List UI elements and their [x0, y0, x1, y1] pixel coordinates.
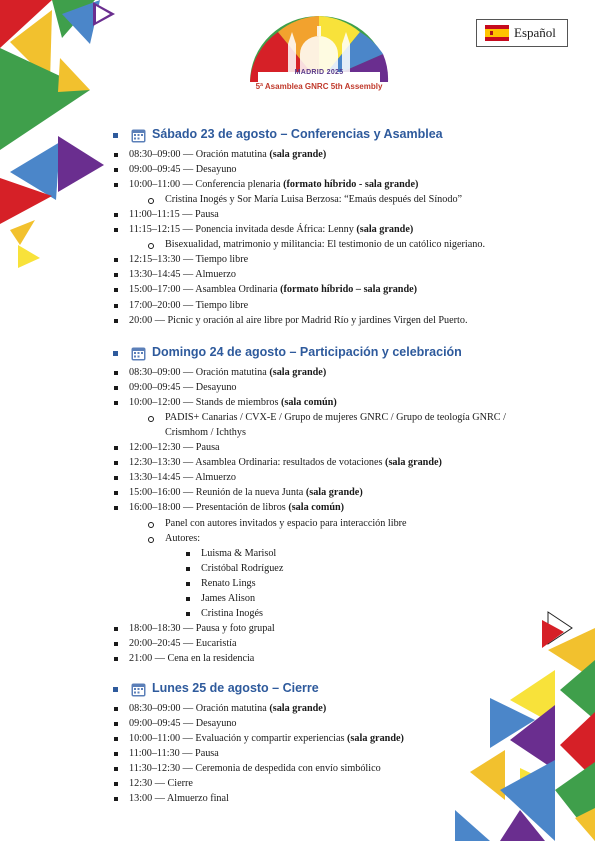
list-item [165, 193, 462, 207]
list-item [129, 501, 344, 515]
list-bullet [114, 722, 118, 726]
list-item [129, 223, 413, 237]
room-label: (sala grande) [269, 702, 327, 714]
list-item-continuation [165, 426, 246, 440]
calendar-icon [131, 346, 146, 361]
room-label: (sala grande) [305, 487, 363, 499]
logo-title: MADRID 2025 [294, 69, 344, 76]
item-text: 11:00–11:15 — Pausa [129, 208, 219, 220]
day-title: Sábado 23 de agosto – Conferencias y Asamblea [152, 127, 443, 141]
room-label: (sala común) [280, 396, 337, 408]
list-bullet [186, 582, 190, 586]
list-item [165, 411, 506, 425]
list-item [129, 637, 237, 651]
list-bullet [114, 737, 118, 741]
list-item [129, 747, 219, 761]
item-text: Panel con autores invitados y espacio para interacción libre [165, 517, 407, 529]
item-text: 11:15–12:15 — Ponencia invitada desde África: Lenny [129, 224, 357, 235]
list-bullet [114, 258, 118, 262]
list-bullet [114, 153, 118, 157]
list-bullet [114, 797, 118, 801]
logo-subtitle: 5ª Asamblea GNRC 5th Assembly [255, 82, 383, 91]
list-bullet [114, 213, 118, 217]
item-text: 15:00–17:00 — Asamblea Ordinaria [129, 284, 281, 296]
room-label: (sala grande) [269, 366, 327, 378]
list-item [201, 577, 256, 591]
list-bullet [114, 183, 118, 187]
list-bullet [114, 168, 118, 172]
list-bullet [114, 273, 118, 277]
calendar-icon [131, 128, 146, 143]
spain-flag-icon [485, 25, 509, 41]
day-section [0, 681, 595, 805]
list-bullet [114, 446, 118, 450]
list-bullet [114, 401, 118, 405]
list-item [129, 441, 220, 455]
list-bullet [114, 288, 118, 292]
list-item [129, 148, 326, 162]
list-bullet [114, 371, 118, 375]
list-item [129, 456, 442, 470]
section-bullet [113, 351, 118, 356]
list-item [129, 381, 237, 395]
room-label: (sala grande) [347, 732, 404, 744]
list-bullet [114, 752, 118, 756]
list-bullet [186, 567, 190, 571]
language-label: Español [514, 25, 556, 40]
item-text: 10:00–12:00 — Stands de miembros [129, 396, 281, 408]
item-text: 16:00–18:00 — Presentación de libros [129, 502, 289, 514]
list-item [165, 238, 485, 252]
day-section [0, 127, 595, 326]
item-text: Autores: [165, 532, 201, 544]
item-text: 08:30–09:00 — Oración matutina [129, 148, 270, 160]
room-label: (sala grande) [269, 148, 327, 160]
day-title: Lunes 25 de agosto – Cierre [152, 681, 319, 695]
list-item [201, 607, 263, 621]
list-item [129, 253, 248, 267]
item-text: Cristóbal Rodríguez [201, 562, 284, 574]
room-label: (sala común) [288, 502, 345, 514]
list-item [129, 283, 417, 297]
list-bullet [114, 228, 118, 232]
list-bullet [114, 707, 118, 711]
list-bullet [114, 476, 118, 480]
list-bullet [148, 243, 154, 249]
room-label: (formato híbrido – sala grande) [280, 284, 418, 296]
list-bullet [114, 767, 118, 771]
day-header [0, 681, 595, 701]
list-item [129, 299, 248, 313]
language-selector-button[interactable] [476, 19, 568, 47]
list-item [129, 702, 326, 716]
item-text: 12:00–12:30 — Pausa [129, 442, 220, 453]
list-item [129, 471, 236, 485]
day-header [0, 345, 595, 365]
item-text: 12:15–13:30 — Tiempo libre [129, 254, 249, 266]
list-item [129, 762, 381, 776]
list-item [129, 792, 229, 806]
item-text: 10:00–11:00 — Conferencia plenaria [129, 178, 284, 190]
list-bullet [186, 597, 190, 601]
item-text: 18:00–18:30 — Pausa y foto grupal [129, 623, 275, 635]
list-bullet [148, 537, 154, 543]
list-item [129, 314, 468, 328]
list-bullet [186, 552, 190, 556]
list-bullet [114, 506, 118, 510]
item-text: 09:00–09:45 — Desayuno [129, 381, 237, 393]
list-item [129, 396, 337, 410]
list-item [129, 717, 237, 731]
list-item [201, 562, 283, 576]
section-bullet [113, 687, 118, 692]
day-section [0, 345, 595, 665]
room-label: (formato híbrido - sala grande) [283, 178, 419, 190]
item-text: 08:30–09:00 — Oración matutina [129, 366, 270, 378]
calendar-icon [131, 682, 146, 697]
item-text: 13:30–14:45 — Almuerzo [129, 472, 236, 484]
list-bullet [114, 782, 118, 786]
item-text: James Alison [201, 593, 256, 604]
item-text: 20:00–20:45 — Eucaristía [129, 638, 237, 650]
list-bullet [114, 386, 118, 390]
list-bullet [114, 461, 118, 465]
item-text: Crismhom / Ichthys [165, 426, 246, 438]
item-text: 12:30 — Cierre [129, 778, 193, 789]
list-item [129, 366, 326, 380]
item-text: 13:00 — Almuerzo final [129, 793, 229, 805]
item-text: 10:00–11:00 — Evaluación y compartir experiencias [129, 732, 348, 744]
item-text: 20:00 — Picnic y oración al aire libre por Madrid Río y jardines Virgen del Puerto. [129, 314, 468, 326]
list-item [201, 592, 255, 606]
item-text: Cristina Inogés y Sor María Luisa Berzosa: “Emaús después del Sínodo” [165, 193, 463, 205]
list-item [201, 547, 276, 561]
item-text: Cristina Inogés [201, 608, 263, 620]
item-text: 13:30–14:45 — Almuerzo [129, 269, 236, 281]
day-header [0, 127, 595, 147]
list-item [129, 486, 363, 500]
item-text: Luisma & Marisol [201, 547, 277, 559]
list-item [129, 268, 236, 282]
item-text: Bisexualidad, matrimonio y militancia: El testimonio de un católico nigeriano. [165, 239, 485, 251]
list-bullet [114, 642, 118, 646]
list-bullet [114, 657, 118, 661]
list-bullet [148, 416, 154, 422]
item-text: 09:00–09:45 — Desayuno [129, 717, 237, 729]
list-item [165, 517, 407, 531]
item-text: 17:00–20:00 — Tiempo libre [129, 299, 249, 311]
item-text: Renato Lings [201, 577, 256, 589]
item-text: 12:30–13:30 — Asamblea Ordinaria: resultados de votaciones [129, 457, 386, 469]
list-bullet [114, 319, 118, 323]
list-bullet [148, 522, 154, 528]
item-text: 21:00 — Cena en la residencia [129, 653, 255, 665]
list-item [129, 163, 237, 177]
list-item [129, 652, 254, 666]
list-bullet [148, 198, 154, 204]
item-text: PADIS+ Canarias / CVX-E / Grupo de mujeres GNRC / Grupo de teología GNRC / [165, 411, 506, 423]
item-text: 11:00–11:30 — Pausa [129, 747, 219, 759]
list-bullet [114, 491, 118, 495]
list-bullet [114, 627, 118, 631]
list-item [129, 732, 404, 746]
item-text: 15:00–16:00 — Reunión de la nueva Junta [129, 487, 306, 499]
item-text: 08:30–09:00 — Oración matutina [129, 702, 270, 714]
room-label: (sala grande) [356, 224, 414, 235]
list-bullet [114, 304, 118, 308]
day-title: Domingo 24 de agosto – Participación y celebración [152, 345, 462, 359]
list-bullet [186, 612, 190, 616]
list-item [129, 622, 275, 636]
room-label: (sala grande) [385, 457, 442, 469]
list-item [165, 532, 200, 546]
list-item [129, 208, 219, 222]
list-item [129, 178, 418, 192]
item-text: 09:00–09:45 — Desayuno [129, 163, 237, 175]
section-bullet [113, 133, 118, 138]
list-item [129, 777, 193, 791]
item-text: 11:30–12:30 — Ceremonia de despedida con envío simbólico [129, 762, 381, 774]
